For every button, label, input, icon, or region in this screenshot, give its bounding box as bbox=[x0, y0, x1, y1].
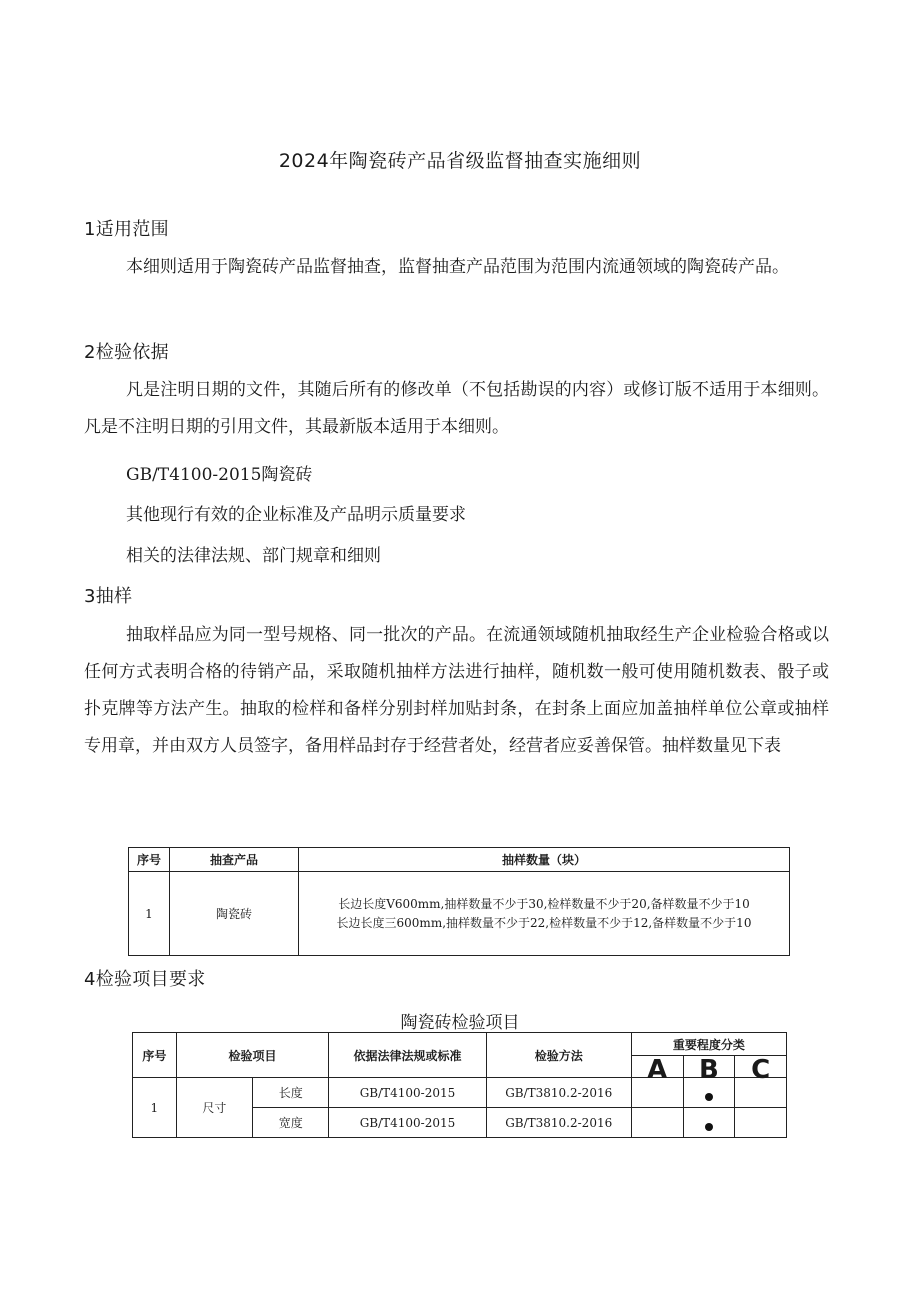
basis-enterprise-standard-line: 其他现行有效的企业标准及产品明示质量要求 bbox=[126, 505, 466, 525]
grade-b-mark-width bbox=[705, 1123, 713, 1131]
sampling-header-quantity: 抽样数量（块） bbox=[299, 848, 790, 872]
inspection-header-no: 序号 bbox=[133, 1033, 177, 1078]
sampling-row-no: 1 bbox=[129, 872, 170, 956]
sampling-row-quantity bbox=[299, 872, 790, 956]
inspection-header-basis: 依据法律法规或标准 bbox=[329, 1033, 486, 1078]
grade-b-cell-width bbox=[683, 1108, 735, 1138]
sampling-table bbox=[128, 847, 790, 956]
sampling-quantity-line-1: 长边长度V600mm,抽样数量不少于30,检样数量不少于20,备样数量不少于10 bbox=[338, 896, 750, 911]
sampling-row-product: 陶瓷砖 bbox=[170, 872, 299, 956]
inspection-header-item: 检验项目 bbox=[176, 1033, 329, 1078]
inspection-method-length: GB/T3810.2-2016 bbox=[486, 1078, 631, 1108]
inspection-group-size: 尺寸 bbox=[176, 1078, 252, 1138]
grade-c-cell-width bbox=[735, 1108, 787, 1138]
section-heading-sampling: 3抽样 bbox=[84, 586, 133, 607]
section-heading-basis: 2检验依据 bbox=[84, 342, 169, 363]
basis-regulations-line: 相关的法律法规、部门规章和细则 bbox=[126, 546, 381, 566]
sampling-quantity-line-2: 长边长度三600mm,抽样数量不少于22,检样数量不少于12,备样数量不少于10 bbox=[336, 915, 752, 930]
inspection-sub-width: 宽度 bbox=[253, 1108, 329, 1138]
inspection-row-no: 1 bbox=[133, 1078, 177, 1138]
grade-b-cell-length bbox=[683, 1078, 735, 1108]
page-title: 2024年陶瓷砖产品省级监督抽查实施细则 bbox=[278, 150, 642, 172]
inspection-table-caption: 陶瓷砖检验项目 bbox=[400, 1013, 520, 1033]
inspection-sub-length: 长度 bbox=[253, 1078, 329, 1108]
inspection-basis-length: GB/T4100-2015 bbox=[329, 1078, 486, 1108]
grade-b-mark-length bbox=[705, 1093, 713, 1101]
section-heading-requirements: 4检验项目要求 bbox=[84, 969, 206, 990]
section-heading-scope: 1适用范围 bbox=[84, 219, 169, 240]
sampling-header-product: 抽查产品 bbox=[170, 848, 299, 872]
scope-paragraph: 本细则适用于陶瓷砖产品监督抽查，监督抽查产品范围为范围内流通领域的陶瓷砖产品。 bbox=[126, 257, 789, 277]
inspection-header-importance: 重要程度分类 bbox=[631, 1033, 786, 1056]
inspection-basis-width: GB/T4100-2015 bbox=[329, 1108, 486, 1138]
grade-b-header: B bbox=[683, 1056, 735, 1078]
basis-standard-line: GB/T4100-2015陶瓷砖 bbox=[126, 465, 313, 485]
grade-a-cell-width bbox=[631, 1108, 683, 1138]
inspection-table bbox=[132, 1032, 787, 1138]
inspection-header-method: 检验方法 bbox=[486, 1033, 631, 1078]
grade-a-header: A bbox=[631, 1056, 683, 1078]
sampling-header-no: 序号 bbox=[129, 848, 170, 872]
inspection-method-width: GB/T3810.2-2016 bbox=[486, 1108, 631, 1138]
grade-c-header: C bbox=[735, 1056, 787, 1078]
sampling-paragraph: 抽取样品应为同一型号规格、同一批次的产品。在流通领域随机抽取经生产企业检验合格或以任何方式表明合格的待销产品，采取随机抽样方法进行抽样，随机数一般可使用随机数表、骰子或扑克牌等方法产生。抽取的检样和备样分别封样加贴封条，在封条上面应加盖抽样单位公章或抽样专用章，并由双方人员签字，备用样品封存于经营者处，经营者应妥善保管。抽样数量见下表 bbox=[84, 625, 829, 756]
basis-paragraph: 凡是注明日期的文件，其随后所有的修改单（不包括勘误的内容）或修订版不适用于本细则。凡是不注明日期的引用文件，其最新版本适用于本细则。 bbox=[84, 380, 829, 437]
